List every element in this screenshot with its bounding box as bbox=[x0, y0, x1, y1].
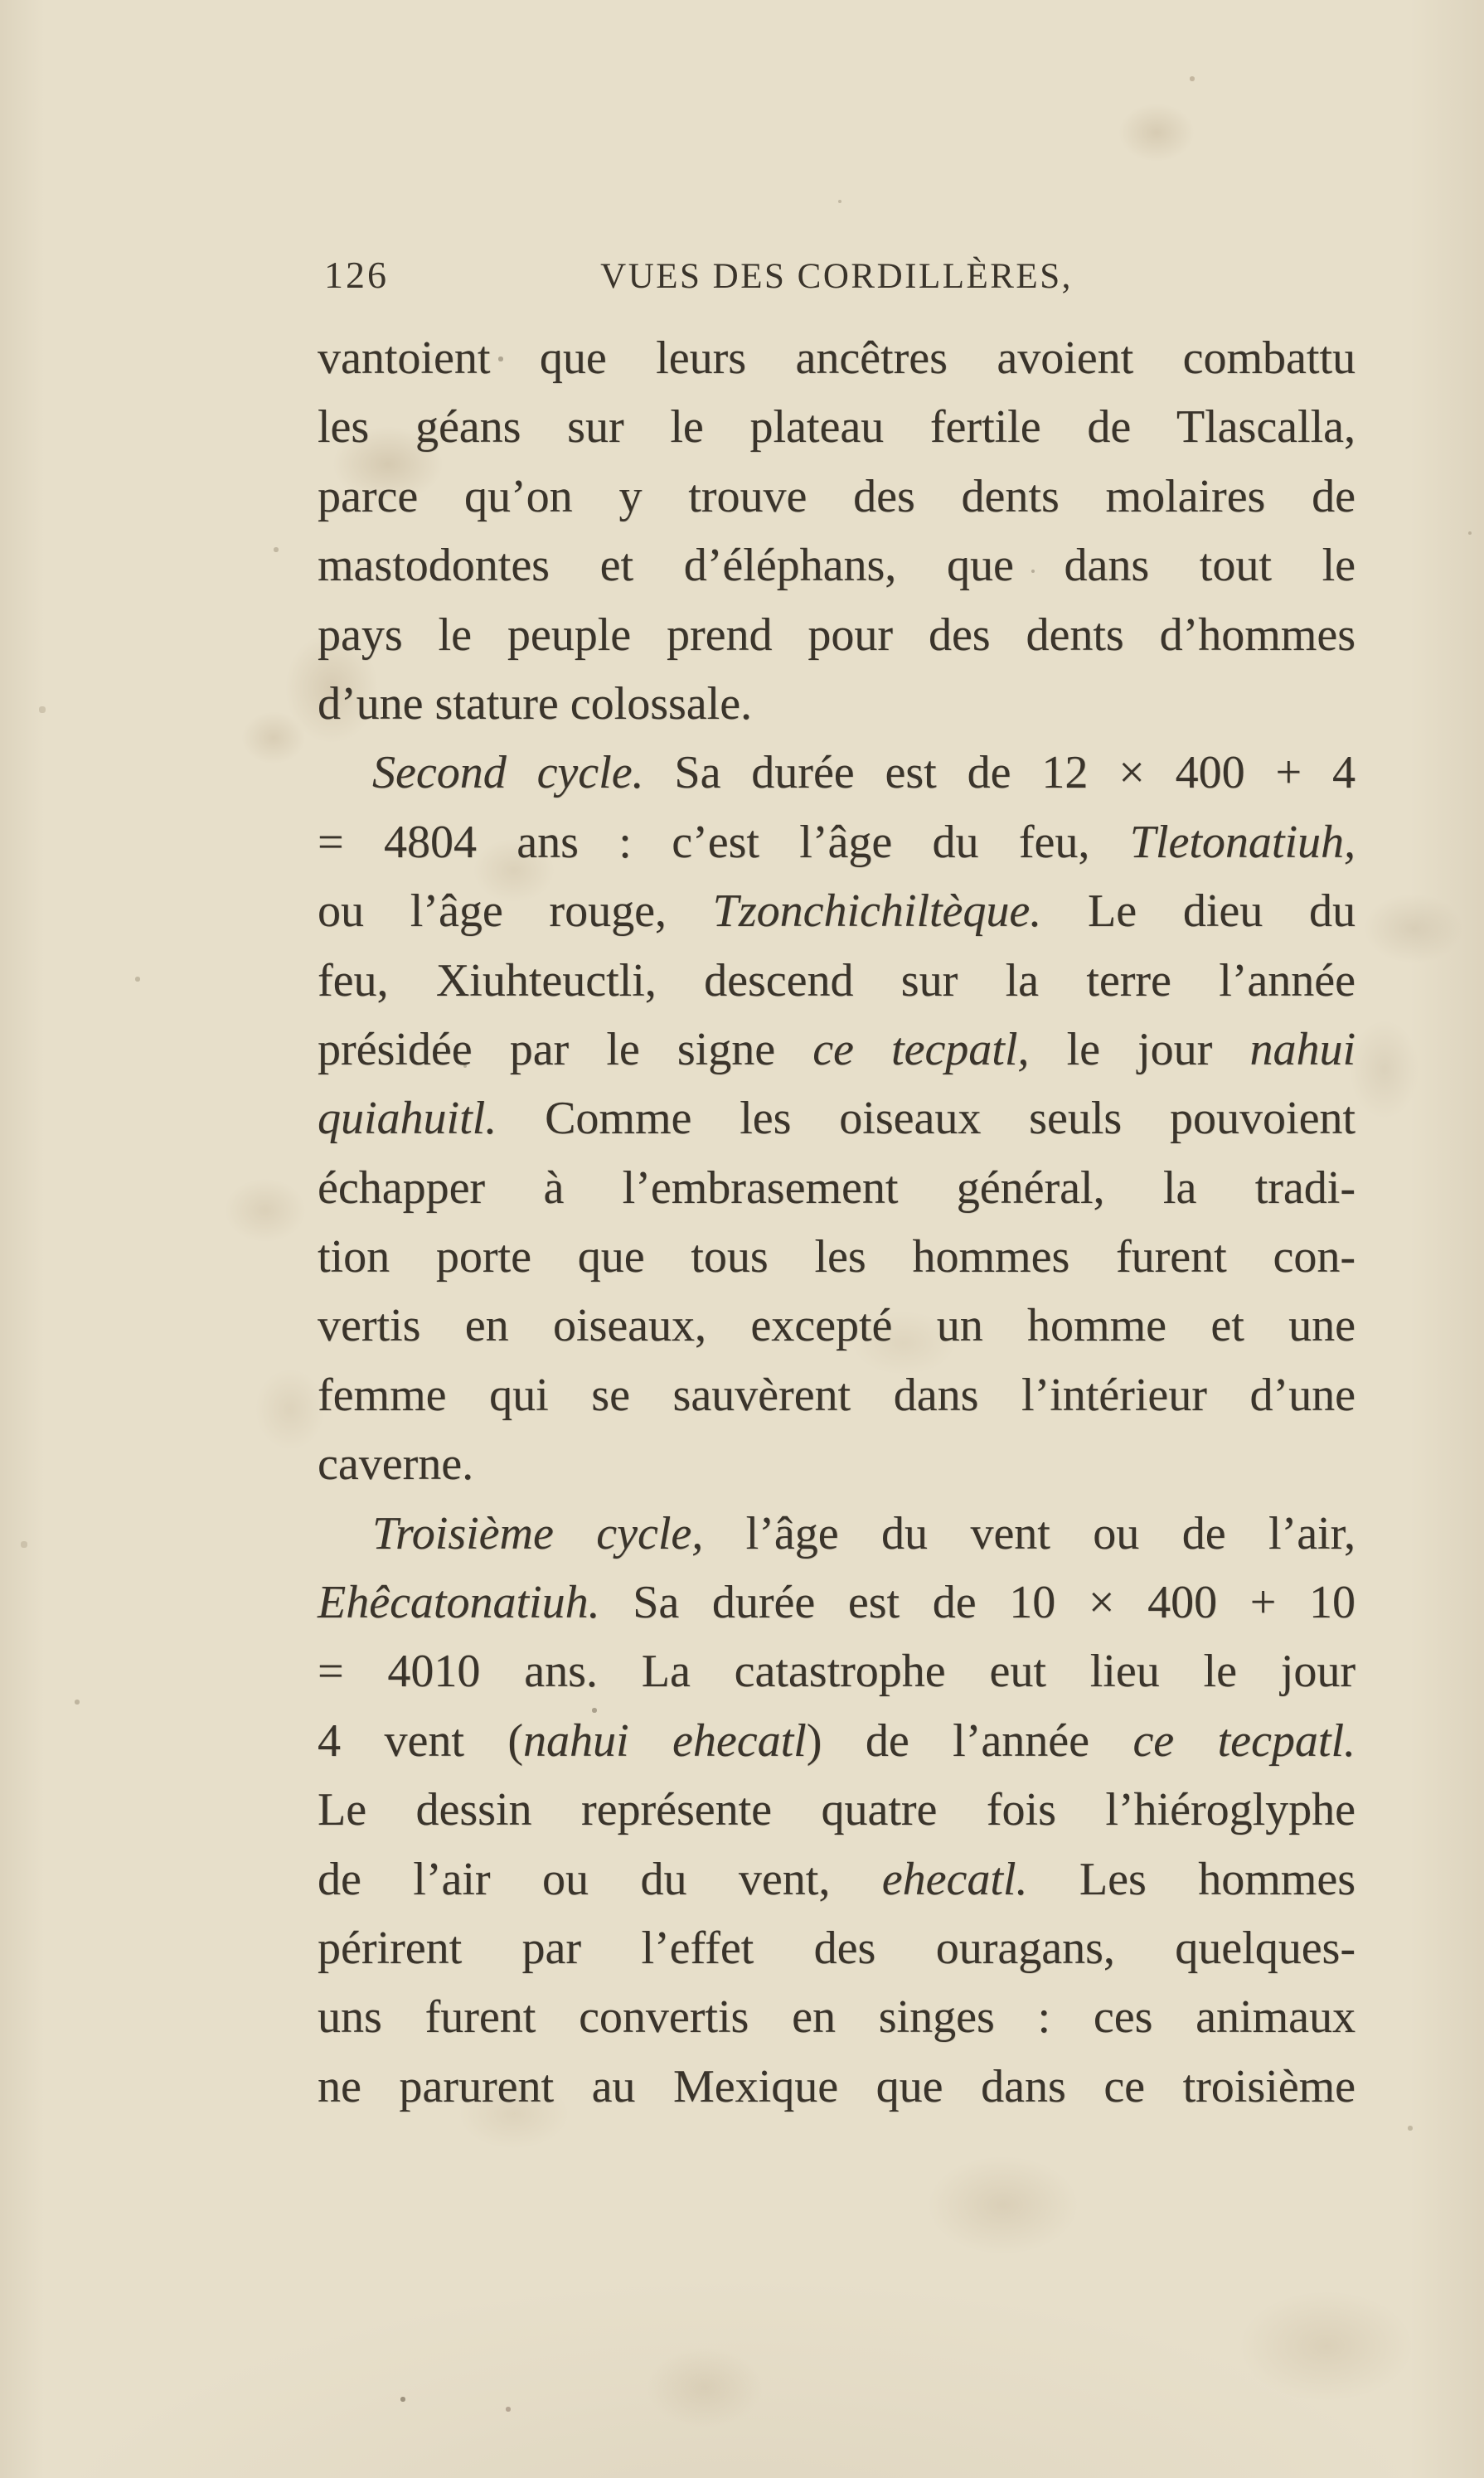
running-title: VUES DES CORDILLÈRES, bbox=[600, 257, 1073, 296]
text-line bbox=[318, 1223, 1355, 1292]
text-line bbox=[318, 2053, 1355, 2122]
text-line bbox=[318, 1292, 1355, 1360]
roman-text: uns furent convertis en singes : ces animaux bbox=[318, 1991, 1355, 2044]
text-line bbox=[318, 1569, 1355, 1637]
roman-text: 4 vent ( bbox=[318, 1714, 524, 1767]
text-line bbox=[318, 1983, 1355, 2052]
roman-text: ne parurent au Mexique que dans ce troisième bbox=[318, 2060, 1355, 2112]
text-line bbox=[318, 1154, 1355, 1223]
roman-text: Sa durée est de 12 × 400 + 4 bbox=[643, 747, 1355, 799]
text-line bbox=[318, 393, 1355, 462]
italic-text: Ehêcatonatiuh. bbox=[318, 1577, 600, 1629]
text-line bbox=[318, 1361, 1355, 1430]
text-line bbox=[318, 1430, 1355, 1499]
text-line bbox=[318, 1845, 1355, 1914]
roman-text: caverne. bbox=[318, 1438, 474, 1491]
roman-text: ) de l’année bbox=[806, 1714, 1133, 1767]
roman-text: vertis en oiseaux, excepté un homme et une bbox=[318, 1300, 1355, 1352]
text-line bbox=[318, 531, 1355, 600]
roman-text: Le dessin représente quatre fois l’hiéroglyphe bbox=[318, 1784, 1355, 1836]
italic-text: Troisième cycle, bbox=[372, 1507, 704, 1559]
italic-text: Tletonatiuh, bbox=[1129, 816, 1355, 868]
text-line bbox=[318, 1084, 1355, 1153]
roman-text: Les hommes bbox=[1027, 1853, 1356, 1905]
roman-text: femme qui se sauvèrent dans l’intérieur d’une bbox=[318, 1369, 1355, 1421]
italic-text: Second cycle. bbox=[372, 747, 644, 799]
roman-text: les géans sur le plateau fertile de Tlascalla, bbox=[318, 401, 1355, 453]
italic-text: Tzonchichiltèque. bbox=[712, 885, 1042, 938]
roman-text: échapper à l’embrasement général, la tradi- bbox=[318, 1161, 1355, 1214]
text-line bbox=[318, 877, 1355, 946]
italic-text: ce tecpatl, bbox=[812, 1023, 1030, 1075]
text-line bbox=[318, 463, 1355, 531]
text-line bbox=[318, 1500, 1355, 1569]
text-line bbox=[318, 808, 1355, 877]
text-line bbox=[318, 1776, 1355, 1845]
text-line bbox=[318, 947, 1355, 1016]
page-header bbox=[318, 254, 1355, 297]
italic-text: quiahuitl. bbox=[318, 1093, 497, 1145]
roman-text: périrent par l’effet des ouragans, quelques- bbox=[318, 1922, 1355, 1974]
roman-text: d’une stature colossale. bbox=[318, 677, 753, 730]
page-number: 126 bbox=[324, 254, 389, 296]
italic-text: nahui bbox=[1249, 1023, 1355, 1075]
roman-text: = 4804 ans : c’est l’âge du feu, bbox=[318, 816, 1130, 868]
roman-text: feu, Xiuhteuctli, descend sur la terre l’année bbox=[318, 954, 1355, 1006]
text-line bbox=[318, 1016, 1355, 1084]
text-line bbox=[318, 324, 1355, 393]
roman-text: ou l’âge rouge, bbox=[318, 885, 713, 938]
roman-text: présidée par le signe bbox=[318, 1023, 813, 1075]
italic-text: ehecatl. bbox=[881, 1853, 1028, 1905]
italic-text: nahui ehecatl bbox=[523, 1714, 807, 1767]
text-line bbox=[318, 601, 1355, 670]
roman-text: pays le peuple prend pour des dents d’hommes bbox=[318, 609, 1355, 661]
text-line bbox=[318, 670, 1355, 739]
ink-specks bbox=[0, 0, 2, 2]
italic-text: ce tecpatl. bbox=[1132, 1714, 1356, 1767]
roman-text: l’âge du vent ou de l’air, bbox=[703, 1507, 1356, 1559]
roman-text: Comme les oiseaux seuls pouvoient bbox=[497, 1093, 1355, 1145]
roman-text: mastodontes et d’éléphans, que dans tout le bbox=[318, 540, 1355, 592]
roman-text: Le dieu du bbox=[1041, 885, 1355, 938]
text-line bbox=[318, 1637, 1355, 1706]
roman-text: tion porte que tous les hommes furent con- bbox=[318, 1231, 1355, 1283]
roman-text: = 4010 ans. La catastrophe eut lieu le jour bbox=[318, 1646, 1355, 1698]
roman-text: le jour bbox=[1029, 1023, 1250, 1075]
text-block bbox=[318, 324, 1355, 2122]
roman-text: de l’air ou du vent, bbox=[318, 1853, 882, 1905]
text-line bbox=[318, 1707, 1355, 1776]
roman-text: Sa durée est de 10 × 400 + 10 bbox=[599, 1577, 1355, 1629]
text-line bbox=[318, 739, 1355, 807]
text-line bbox=[318, 1914, 1355, 1983]
roman-text: parce qu’on y trouve des dents molaires de bbox=[318, 470, 1355, 522]
roman-text: vantoient que leurs ancêtres avoient combattu bbox=[318, 332, 1355, 384]
